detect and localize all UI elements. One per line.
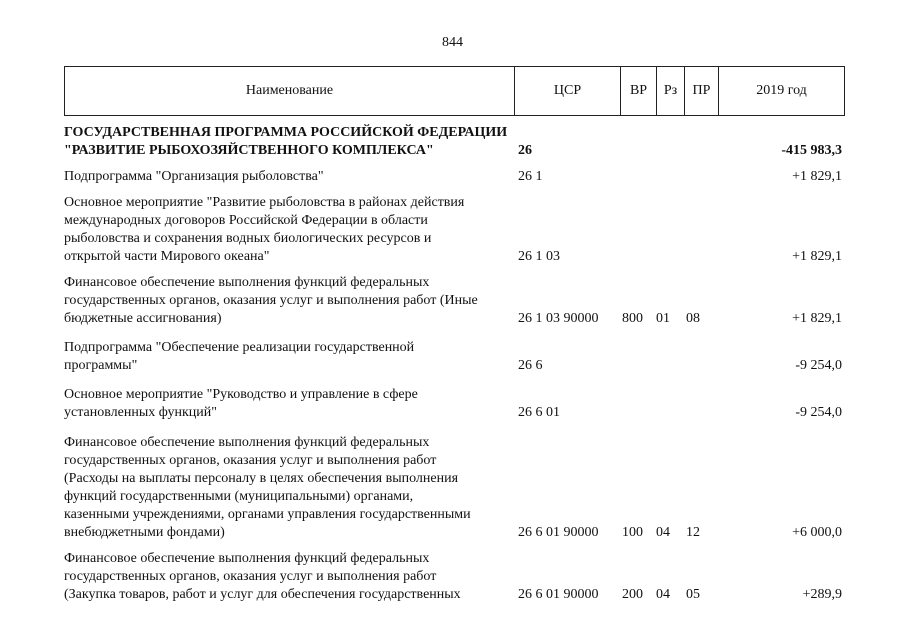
header-year: 2019 год <box>756 83 807 98</box>
row-vr: 200 <box>622 587 643 602</box>
row-csr: 26 1 <box>518 169 543 184</box>
row-vr: 100 <box>622 525 643 540</box>
header-name: Наименование <box>65 67 515 115</box>
row-csr: 26 1 03 <box>518 249 560 264</box>
row-rz: 04 <box>656 525 670 540</box>
table-row <box>64 434 845 542</box>
row-amount: -9 254,0 <box>795 358 842 373</box>
row-amount: +1 829,1 <box>792 311 842 326</box>
row-rz: 04 <box>656 587 670 602</box>
table-body <box>64 120 845 604</box>
row-pr: 08 <box>686 311 700 326</box>
table-row <box>64 124 845 160</box>
row-description: Финансовое обеспечение выполнения функций федеральных государственных органов, оказания услуг и выполнения работ (Закупка товаров, работ и услуг для обеспечения государственных <box>64 551 461 602</box>
row-description: Подпрограмма "Организация рыболовства" <box>64 169 324 184</box>
row-amount: +1 829,1 <box>792 249 842 264</box>
row-amount: +1 829,1 <box>792 169 842 184</box>
table-row <box>64 386 845 422</box>
row-amount: -415 983,3 <box>781 143 842 158</box>
row-pr: 12 <box>686 525 700 540</box>
row-description: Основное мероприятие "Развитие рыболовства в районах действия международных договоров Российской Федерации в области рыболовства и сохранения водных биологических ресурсов и открытой части Мирового океана" <box>64 195 465 264</box>
row-amount: +289,9 <box>802 587 842 602</box>
row-description: Финансовое обеспечение выполнения функций федеральных государственных органов, оказания услуг и выполнения работ (Иные бюджетные ассигнования) <box>64 275 478 326</box>
row-rz: 01 <box>656 311 670 326</box>
row-description: Финансовое обеспечение выполнения функций федеральных государственных органов, оказания услуг и выполнения работ (Расходы на выплаты персоналу в целях обеспечения выполнения функций государственными (муниципальными) органами, казенными учреждениями, органами управления государственными внебюджетными фондами) <box>64 435 471 540</box>
row-csr: 26 6 <box>518 358 543 373</box>
page-number: 844 <box>442 35 463 50</box>
row-vr: 800 <box>622 311 643 326</box>
header-vr: ВР <box>621 67 657 115</box>
header-pr: ПР <box>685 67 719 115</box>
header-csr: ЦСР <box>515 67 621 115</box>
row-csr: 26 6 01 90000 <box>518 587 599 602</box>
row-description: ГОСУДАРСТВЕННАЯ ПРОГРАММА РОССИЙСКОЙ ФЕДЕРАЦИИ "РАЗВИТИЕ РЫБОХОЗЯЙСТВЕННОГО КОМПЛЕКСА" <box>64 125 508 158</box>
row-description: Подпрограмма "Обеспечение реализации государственной программы" <box>64 340 415 373</box>
table-row <box>64 339 845 375</box>
header-rz: Рз <box>657 67 685 115</box>
table-row <box>64 550 845 604</box>
table-row <box>64 168 845 186</box>
row-csr: 26 1 03 90000 <box>518 311 599 326</box>
table-row <box>64 194 845 266</box>
row-csr: 26 <box>518 143 532 158</box>
row-description: Основное мероприятие "Руководство и управление в сфере установленных функций" <box>64 387 418 420</box>
row-csr: 26 6 01 <box>518 405 560 420</box>
row-csr: 26 6 01 90000 <box>518 525 599 540</box>
row-pr: 05 <box>686 587 700 602</box>
table-header <box>64 66 845 116</box>
row-amount: +6 000,0 <box>792 525 842 540</box>
table-row <box>64 274 845 328</box>
row-amount: -9 254,0 <box>795 405 842 420</box>
